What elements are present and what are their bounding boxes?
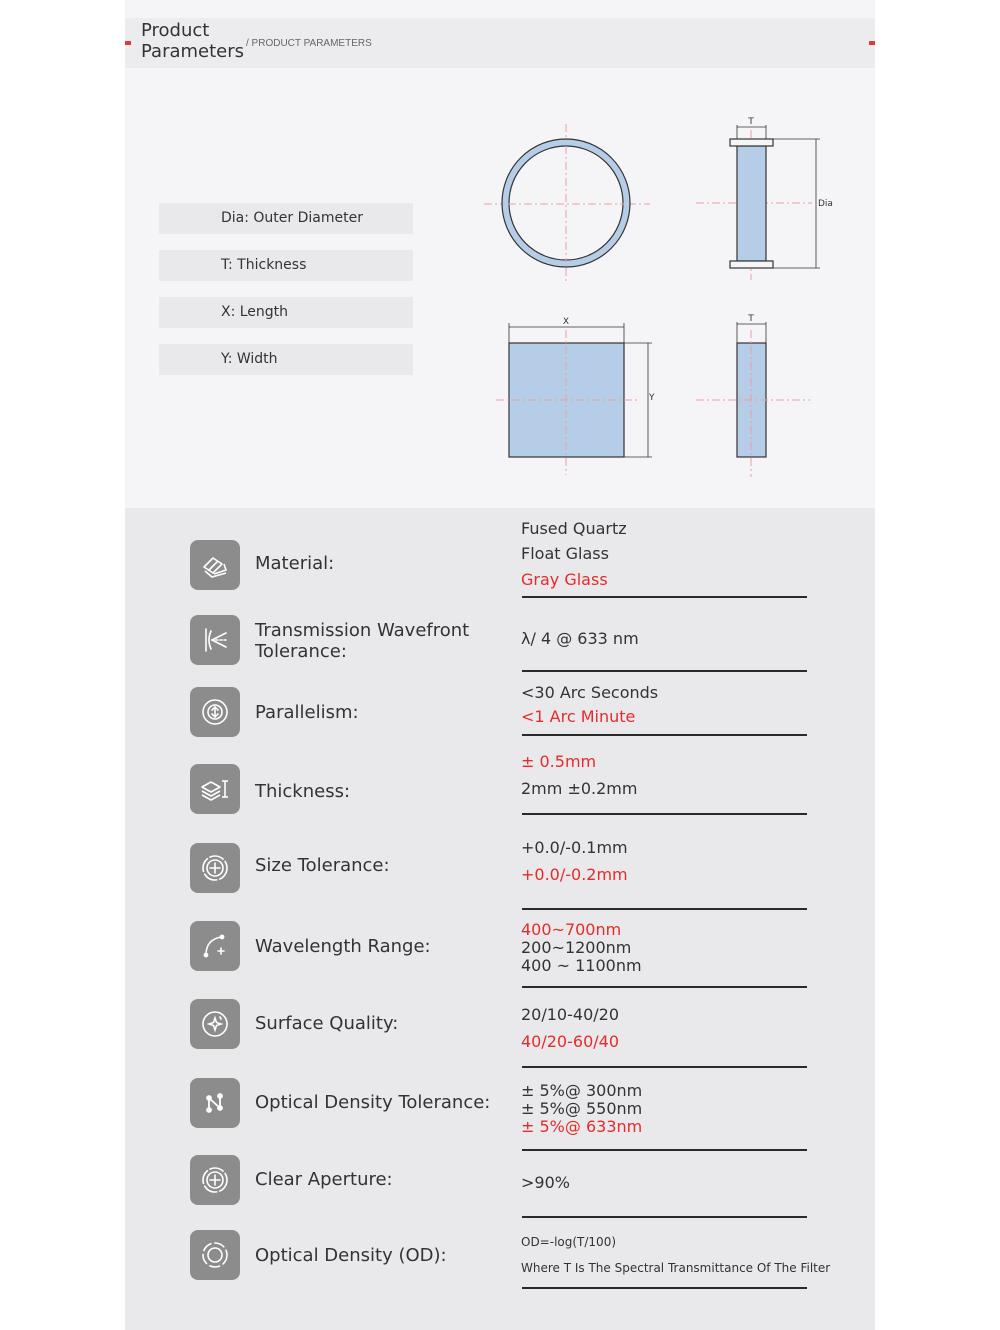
- od-tolerance-icon: [190, 1078, 240, 1128]
- spec-value: Gray Glass: [521, 570, 608, 589]
- spec-value: Fused Quartz: [521, 519, 627, 538]
- wavefront-icon: [190, 615, 240, 665]
- spec-label: Thickness:: [255, 781, 351, 802]
- round-window-side-view: [696, 117, 833, 280]
- size-tolerance-icon: [190, 843, 240, 893]
- spec-value: 40/20-60/40: [521, 1032, 619, 1051]
- spec-value: ± 5%@ 550nm: [521, 1099, 643, 1118]
- spec-value: >90%: [521, 1173, 570, 1192]
- legend-label: Dia: Outer Diameter: [221, 210, 363, 226]
- spec-label: Surface Quality:: [255, 1013, 399, 1034]
- label-dia: Dia: [818, 199, 833, 209]
- spec-label-line: Transmission Wavefront: [255, 620, 470, 641]
- label-y: Y: [649, 393, 655, 403]
- optical-density-icon: [190, 1230, 240, 1280]
- row-divider: [522, 908, 807, 910]
- title-line-1: Product: [141, 20, 210, 41]
- row-divider: [522, 1287, 807, 1289]
- row-divider: [522, 1149, 807, 1151]
- round-window-front-view: [484, 124, 650, 284]
- legend-label: X: Length: [221, 304, 289, 320]
- spec-value: 200~1200nm: [521, 938, 632, 957]
- square-window-front-view: [496, 317, 655, 475]
- label-t-top: T: [748, 117, 754, 127]
- spec-value: OD=-log(T/100): [521, 1235, 617, 1249]
- spec-value: 2mm ±0.2mm: [521, 779, 638, 798]
- material-icon: [190, 540, 240, 590]
- surface-quality-icon: [190, 999, 240, 1049]
- clear-aperture-icon: [190, 1155, 240, 1205]
- spec-value: 400 ~ 1100nm: [521, 956, 642, 975]
- label-x: X: [562, 317, 570, 327]
- parallelism-icon: [190, 687, 240, 737]
- spec-value: λ/ 4 @ 633 nm: [521, 629, 639, 648]
- spec-value: +0.0/-0.1mm: [521, 838, 628, 857]
- row-divider: [522, 596, 807, 598]
- spec-value: ± 5%@ 633nm: [521, 1117, 643, 1136]
- spec-value: 400~700nm: [521, 920, 622, 939]
- row-divider: [522, 813, 807, 815]
- spec-value: +0.0/-0.2mm: [521, 865, 628, 884]
- legend-label: T: Thickness: [221, 257, 307, 273]
- spec-value: <1 Arc Minute: [521, 707, 636, 726]
- spec-value: ± 5%@ 300nm: [521, 1081, 643, 1100]
- page-subtitle: / PRODUCT PARAMETERS: [246, 38, 372, 49]
- spec-label: Optical Density Tolerance:: [255, 1092, 491, 1113]
- spec-value: 20/10-40/20: [521, 1005, 619, 1024]
- spec-label: Parallelism:: [255, 702, 359, 723]
- row-divider: [522, 1216, 807, 1218]
- row-divider: [522, 734, 807, 736]
- dimension-diagram: [0, 0, 1000, 500]
- thickness-icon: [190, 764, 240, 814]
- title-line-2: Parameters: [141, 41, 245, 62]
- row-divider: [522, 986, 807, 988]
- spec-value: ± 0.5mm: [521, 752, 597, 771]
- row-divider: [522, 1066, 807, 1068]
- row-divider: [522, 670, 807, 672]
- wavelength-icon: [190, 921, 240, 971]
- spec-label: Material:: [255, 553, 335, 574]
- spec-label: Clear Aperture:: [255, 1169, 393, 1190]
- spec-label: Optical Density (OD):: [255, 1245, 447, 1266]
- spec-value: Where T Is The Spectral Transmittance Of The Filter: [521, 1261, 831, 1275]
- spec-label-line: Tolerance:: [255, 641, 347, 662]
- legend-label: Y: Width: [221, 351, 278, 367]
- label-t-bottom: T: [748, 314, 754, 324]
- spec-label: Size Tolerance:: [255, 855, 390, 876]
- spec-value: Float Glass: [521, 544, 609, 563]
- spec-label: [255, 620, 469, 662]
- square-window-side-view: [696, 314, 810, 477]
- spec-value: <30 Arc Seconds: [521, 683, 659, 702]
- spec-label: Wavelength Range:: [255, 936, 431, 957]
